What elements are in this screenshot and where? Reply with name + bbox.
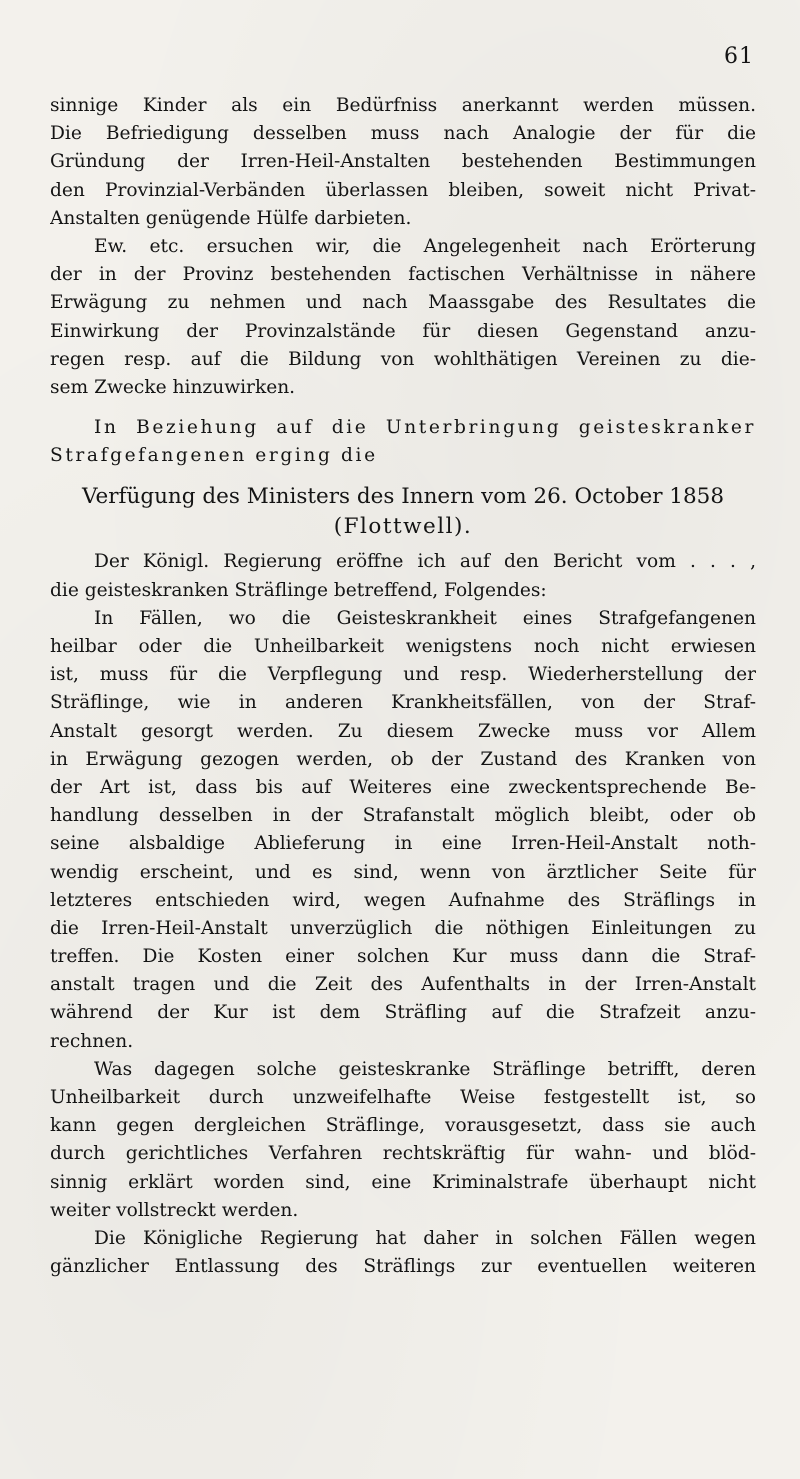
text-line: Unheilbarkeit durch unzweifelhafte Weise festgestellt ist, so [50,1087,756,1108]
text-line: heilbar oder die Unheilbarkeit wenigstens noch nicht erwiesen [50,636,756,657]
text-line: Die Befriedigung desselben muss nach Analogie der für die [50,123,756,145]
text-line: Erwägung zu nehmen und nach Maassgabe des Resultates die [50,292,756,314]
paragraph-unheilbarkeit [50,1056,756,1225]
text-line: In Fällen, wo die Geisteskrankheit eines Strafgefangenen [94,607,756,629]
decree-author: (Flottwell). [333,514,473,540]
paragraph-heilbar [50,605,756,1056]
text-line: den Provinzial-Verbänden überlassen bleiben, soweit nicht Privat- [50,179,756,201]
text-line: der Art ist, dass bis auf Weiteres eine zweckentsprechende Be- [50,776,756,798]
text-line: rechnen. [50,1030,134,1052]
text-line: regen resp. auf die Bildung von wohlthätigen Vereinen zu die- [50,348,756,370]
text-line: weiter vollstreckt werden. [50,1199,299,1221]
text-line: Die Königliche Regierung hat daher in solchen Fällen wegen [94,1227,756,1249]
text-line: anstalt tragen und die Zeit des Aufenthalts in der Irren-Anstalt [50,974,756,996]
text-line: sem Zwecke hinzuwirken. [50,376,296,398]
text-line: seine alsbaldige Ablieferung in eine Irren-Heil-Anstalt noth- [50,833,756,855]
text-line: Sträflinge, wie in anderen Krankheitsfällen, von der Straf- [50,692,756,714]
text-line: In Beziehung auf die Unterbringung geisteskranker [94,417,756,439]
text-line: Anstalt gesorgt werden. Zu diesem Zwecke muss vor Allem [50,720,756,742]
text-line: wendig erscheint, und es sind, wenn von ärztlicher Seite für [50,861,756,883]
text-line: letzteres entschieden wird, wegen Aufnahme des Sträflings in [50,889,756,911]
page-number: 61 [724,44,754,69]
text-line: Strafgefangenen erging die [50,445,378,467]
paragraph-gap [50,470,756,482]
paragraph-continuation [50,92,756,233]
paragraph-ersuchen [50,233,756,402]
paragraph-eroeffnung [50,548,756,604]
paragraph-entlassung [50,1225,756,1281]
text-line: die Irren-Heil-Anstalt unverzüglich die nöthigen Einleitungen zu [50,917,756,939]
text-line: in Erwägung gezogen werden, ob der Zustand des Kranken von [50,748,756,770]
text-line: kann gegen dergleichen Sträflinge, vorausgesetzt, dass sie auch [50,1115,756,1137]
text-line: ist, muss für die Verpflegung und resp. Wiederherstellung der [50,664,756,686]
text-line: Anstalten genügende Hülfe darbieten. [50,207,412,229]
text-line: Ew. etc. ersuchen wir, die Angelegenheit nach Erörterung [94,235,756,257]
text-line: sinnig erklärt worden sind, eine Kriminalstrafe überhaupt nicht [50,1171,756,1193]
text-line: handlung desselben in der Strafanstalt möglich bleibt, oder ob [50,805,756,827]
text-line: die geisteskranken Sträflinge betreffend, Folgendes: [50,579,547,601]
text-line: durch gerichtliches Verfahren rechtskräftig für wahn- und blöd- [50,1143,756,1165]
paragraph-gap [50,402,756,414]
text-line: während der Kur ist dem Sträfling auf die Strafzeit anzu- [50,1002,756,1024]
text-line: Einwirkung der Provinzalstände für diesen Gegenstand anzu- [50,320,756,342]
text-line: der in der Provinz bestehenden factischen Verhältnisse in nähere [50,264,756,286]
body-text [50,92,756,1281]
decree-title: Verfügung des Ministers des Innern vom 26. October 1858 [81,484,725,510]
text-line: Der Königl. Regierung eröffne ich auf den Bericht vom . . . , [94,551,756,573]
paragraph-beziehung [50,414,756,470]
text-line: treffen. Die Kosten einer solchen Kur muss dann die Straf- [50,946,756,968]
text-line: gänzlicher Entlassung des Sträflings zur eventuellen weiteren [50,1256,756,1278]
text-line: sinnige Kinder als ein Bedürfniss anerkannt werden müssen. [50,95,756,116]
text-line: Was dagegen solche geisteskranke Sträflinge betrifft, deren [94,1058,756,1080]
decree-heading [50,482,756,542]
text-line: Gründung der Irren-Heil-Anstalten bestehenden Bestimmungen [50,151,756,173]
